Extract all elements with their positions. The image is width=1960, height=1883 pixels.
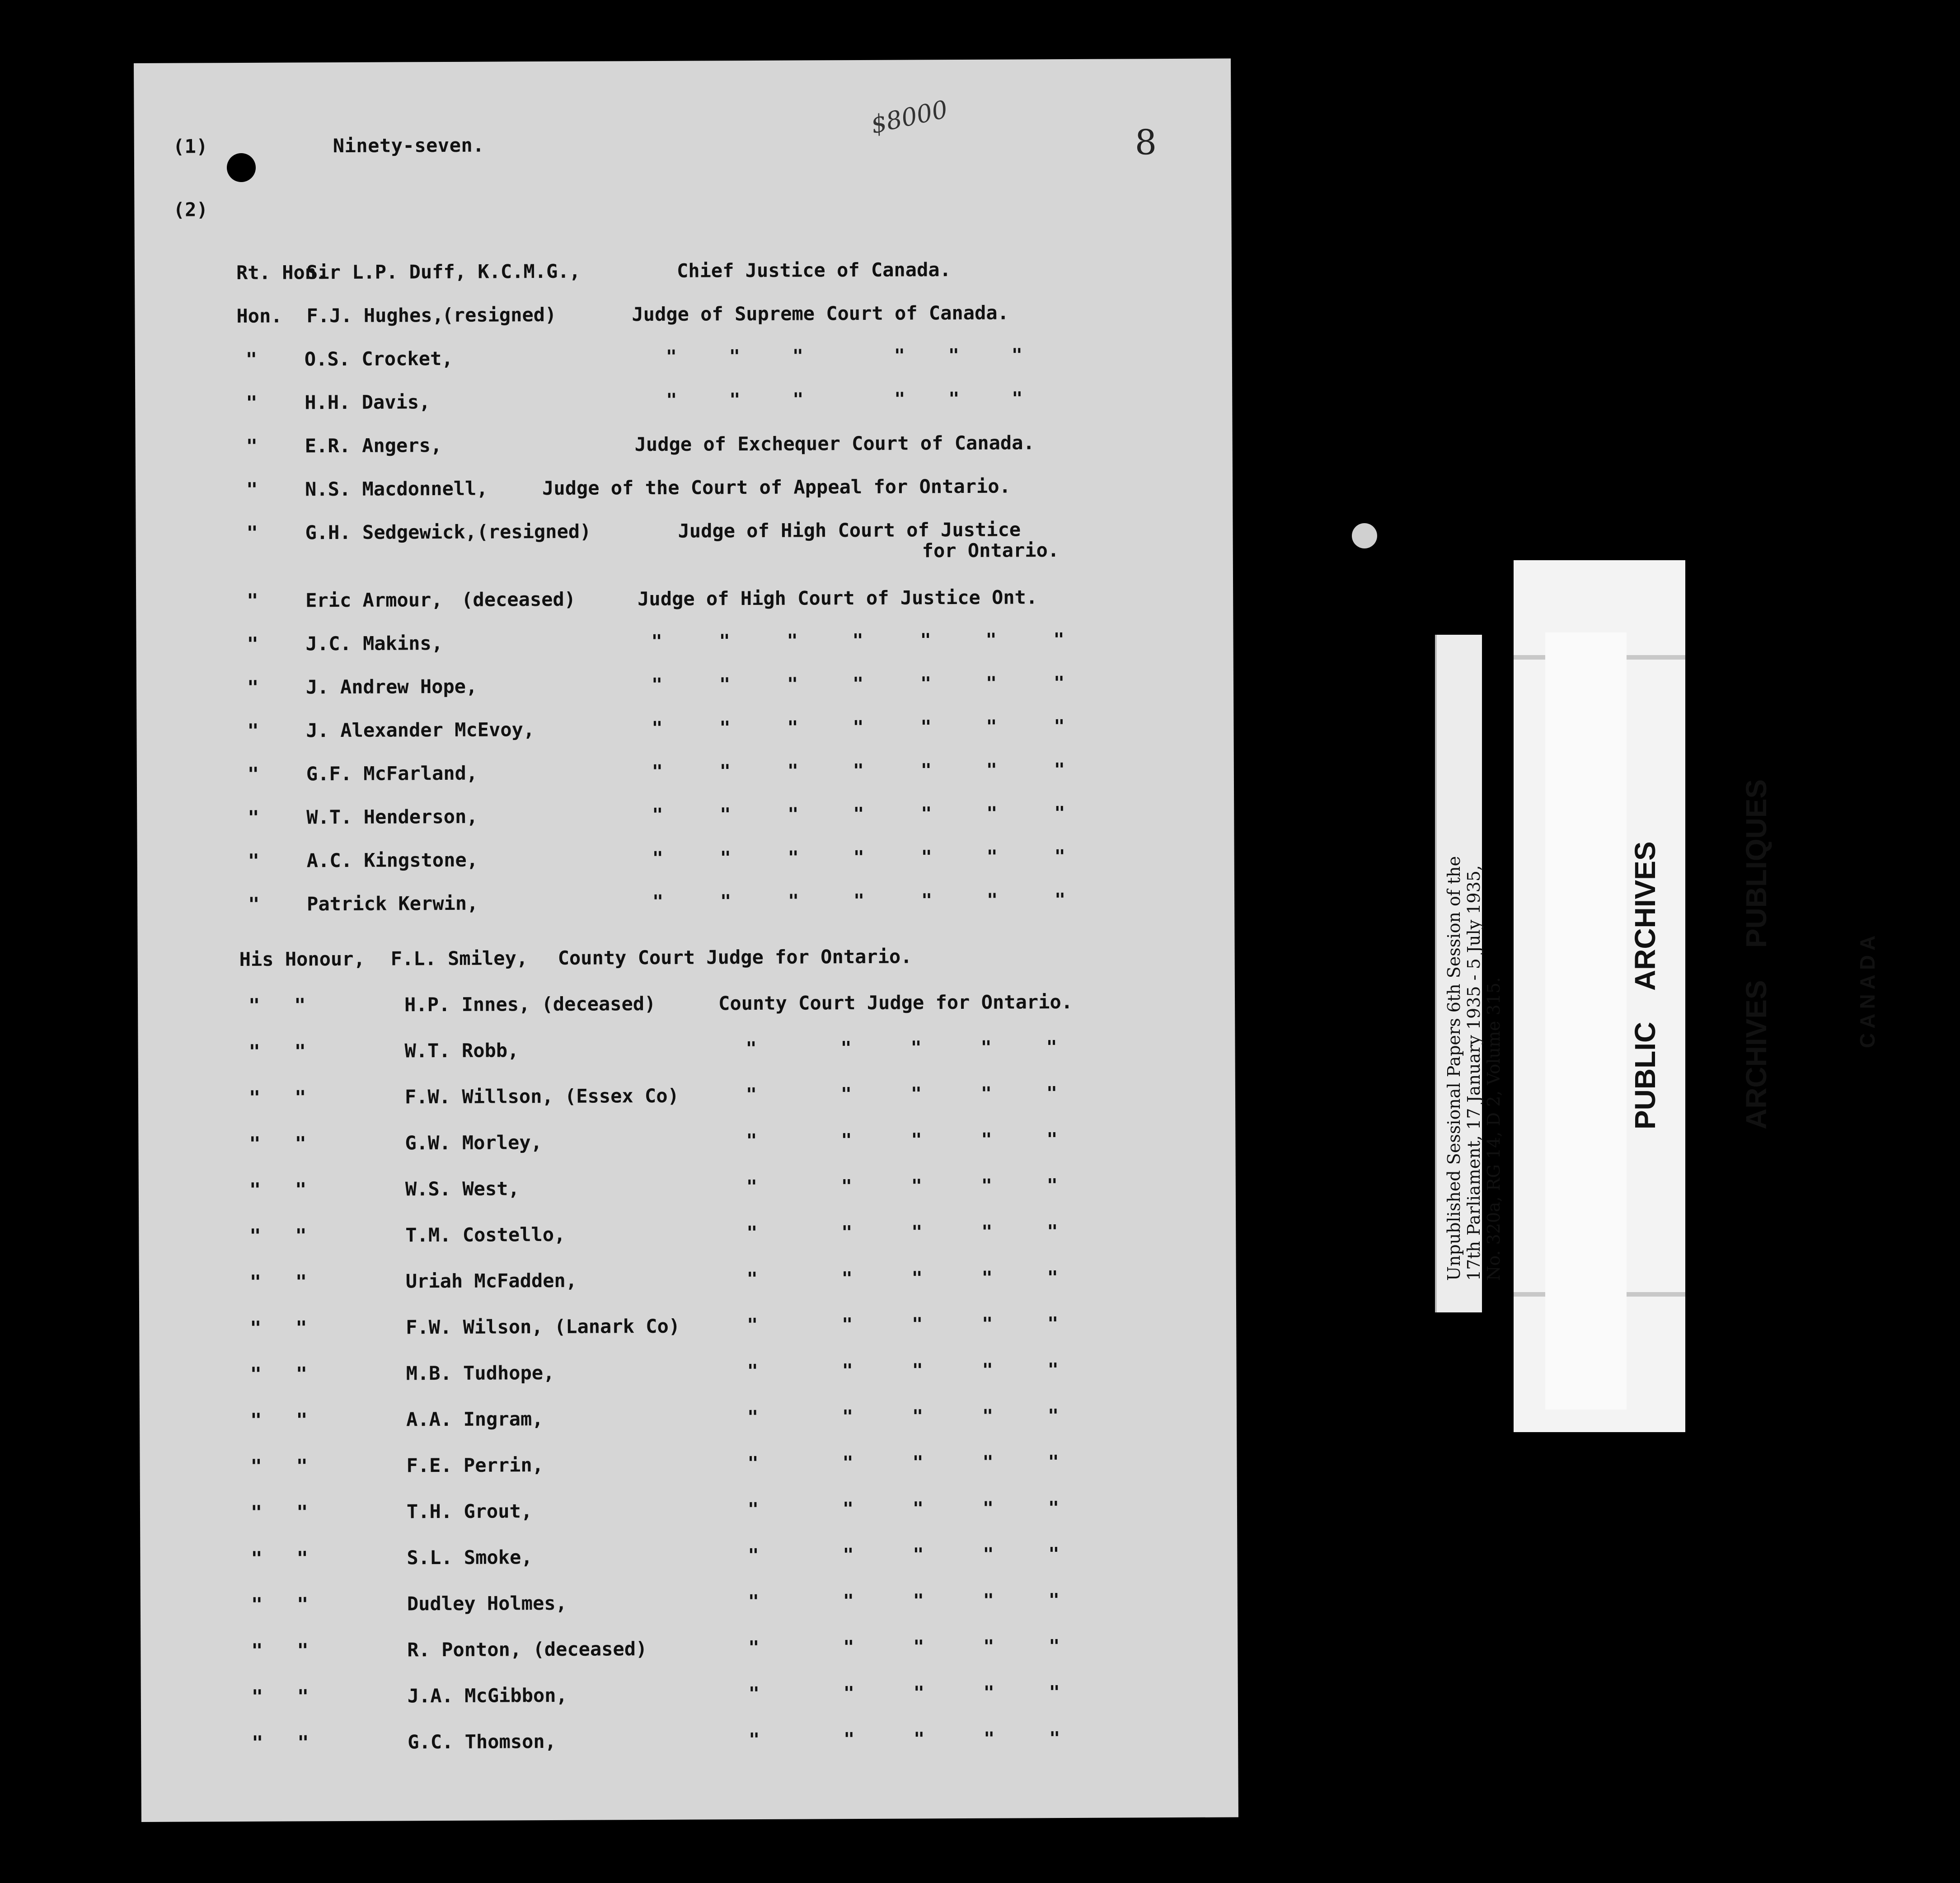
entry-office: Judge of Supreme Court of Canada. [632, 301, 1009, 326]
ditto-mark: " [920, 717, 932, 738]
ditto-mark: " [841, 1176, 853, 1197]
judge-entry [136, 715, 1233, 747]
ditto-mark: " [788, 847, 799, 868]
ditto-mark: " [911, 1222, 923, 1243]
handwritten-note: $8000 [868, 95, 951, 140]
ditto-mark: " [911, 1268, 923, 1289]
ditto-mark: " [747, 1314, 758, 1336]
ditto-mark: " [911, 1176, 923, 1197]
entry-title: " [246, 478, 258, 501]
archive-stamp-line-1: PUBLIC ARCHIVES [1629, 841, 1661, 1129]
entry-name: Eric Armour, [305, 589, 443, 612]
ditto-mark: " [720, 848, 731, 869]
entry-name: Uriah McFadden, [405, 1269, 577, 1293]
entry-title: " " [250, 1316, 307, 1339]
ditto-mark: " [746, 1038, 757, 1059]
ditto-mark: " [651, 674, 663, 696]
ditto-mark: " [921, 890, 933, 911]
county-judge-entry [141, 1589, 1238, 1621]
ditto-mark: " [746, 1269, 758, 1290]
entry-title: " [246, 521, 258, 544]
ditto-mark: " [787, 717, 798, 738]
archive-stamp [1545, 632, 1879, 1410]
entry-name: J. Alexander McEvoy, [306, 718, 535, 742]
ditto-mark: " [843, 1683, 854, 1704]
archive-label-line-1: Unpublished Sessional Papers 6th Session of the [1444, 856, 1464, 1281]
judge-entry [135, 387, 1232, 419]
ditto-mark: " [841, 1268, 853, 1289]
entry-name: Patrick Kerwin, [307, 892, 478, 915]
ditto-mark: " [1054, 716, 1065, 737]
entry-title: " " [250, 1409, 308, 1431]
county-judge-entry [140, 1405, 1237, 1437]
ditto-mark: " [912, 1452, 924, 1473]
ditto-mark: " [982, 1359, 993, 1381]
entry-name: A.C. Kingstone, [306, 848, 478, 872]
ditto-mark: " [792, 389, 804, 410]
ditto-mark: " [921, 803, 932, 824]
ditto-mark: " [986, 846, 998, 867]
ditto-mark: " [920, 630, 931, 651]
ditto-mark: " [1053, 629, 1064, 651]
entry-title: " " [249, 1086, 306, 1109]
entry-office: Judge of the Court of Appeal for Ontario. [542, 475, 1011, 500]
county-judge-entry [139, 1312, 1236, 1344]
judge-entry [136, 517, 1233, 562]
ditto-mark: " [853, 717, 864, 738]
entry-name: F.W. Willson, (Essex Co) [404, 1084, 679, 1108]
ditto-mark: " [720, 804, 731, 825]
ditto-mark: " [746, 1084, 757, 1105]
ditto-mark: " [788, 804, 799, 825]
entry-title: " " [249, 1270, 307, 1293]
ditto-mark: " [1048, 1452, 1059, 1473]
archive-box-spine [1514, 560, 1879, 1432]
judge-entry [136, 585, 1233, 617]
county-judge-entry [141, 1727, 1238, 1759]
judge-entry [137, 845, 1234, 877]
ditto-mark: " [842, 1360, 853, 1382]
entry-title: " " [249, 1132, 306, 1155]
ditto-mark: " [842, 1406, 853, 1428]
entry-title: " [247, 632, 259, 655]
ditto-mark: " [1048, 1544, 1060, 1565]
ditto-mark: " [982, 1313, 993, 1335]
ditto-mark: " [912, 1360, 923, 1381]
entry-name: S.L. Smoke, [407, 1546, 533, 1569]
ditto-mark: " [913, 1544, 924, 1565]
ditto-mark: " [749, 1729, 760, 1751]
ditto-mark: " [719, 761, 731, 782]
entry-name: G.C. Thomson, [408, 1730, 557, 1753]
judge-entry [135, 257, 1232, 289]
entry-name: W.T. Robb, [404, 1039, 519, 1062]
ditto-mark: " [719, 717, 731, 739]
judge-entry [135, 344, 1232, 376]
ditto-mark: " [894, 345, 905, 366]
ditto-mark: " [652, 891, 664, 913]
ditto-mark: " [981, 1175, 993, 1196]
county-judge-entry [139, 1266, 1236, 1298]
ditto-mark: " [948, 389, 960, 410]
ditto-mark: " [787, 760, 799, 782]
ditto-mark: " [1049, 1682, 1060, 1703]
ditto-mark: " [1054, 846, 1065, 867]
ditto-mark: " [986, 716, 997, 737]
ditto-mark: " [844, 1729, 855, 1750]
ditto-mark: " [911, 1129, 922, 1151]
ditto-mark: " [913, 1590, 924, 1611]
county-judge-entry [141, 1681, 1238, 1713]
ditto-mark: " [748, 1545, 759, 1566]
ditto-mark: " [787, 630, 798, 651]
entry-office: County Court Judge for Ontario. [558, 945, 912, 969]
ditto-mark: " [1012, 388, 1023, 409]
archive-stamp-line-3: CANADA [1856, 931, 1879, 1048]
entry-title: " " [251, 1685, 309, 1708]
entry-office: Judge of Exchequer Court of Canada. [634, 431, 1035, 456]
ditto-mark: " [747, 1452, 759, 1474]
entry-title: " " [252, 1731, 309, 1754]
ditto-mark: " [748, 1683, 760, 1705]
entry-name: E.R. Angers, [305, 434, 442, 457]
entry-name: F.J. Hughes, [306, 304, 444, 327]
ditto-mark: " [843, 1637, 854, 1658]
ditto-mark: " [1011, 345, 1023, 366]
ditto-mark: " [1047, 1359, 1059, 1381]
ditto-mark: " [1047, 1267, 1058, 1288]
judge-entry [136, 474, 1233, 506]
ditto-mark: " [748, 1591, 760, 1612]
archive-label-line-2: 17th Parliament, 17 January 1935 - 5 July 1935, [1464, 865, 1484, 1281]
county-judge-entry [140, 1451, 1237, 1483]
judge-entry [137, 802, 1234, 834]
ditto-mark: " [843, 1545, 854, 1566]
ditto-mark: " [720, 891, 731, 912]
ditto-mark: " [841, 1130, 852, 1151]
ditto-mark: " [747, 1360, 758, 1382]
ditto-mark: " [985, 673, 997, 694]
ditto-mark: " [981, 1129, 992, 1150]
entry-office: County Court Judge for Ontario. [718, 990, 1073, 1015]
ditto-mark: " [982, 1498, 994, 1519]
entry-title: " " [249, 1040, 306, 1063]
ditto-mark: " [910, 1037, 922, 1059]
entry-name: R. Ponton, (deceased) [407, 1638, 647, 1661]
ditto-mark: " [792, 346, 804, 367]
county-judge-entry [138, 1082, 1235, 1114]
entry-title: " " [248, 994, 306, 1016]
ditto-mark: " [1046, 1037, 1057, 1058]
archive-label-line-3: No. 320a, RG 14, D 2, Volume 315. [1484, 977, 1504, 1281]
ditto-mark: " [841, 1222, 853, 1243]
entry-name: F.W. Wilson, (Lanark Co) [406, 1315, 680, 1339]
ditto-mark: " [666, 389, 677, 411]
ditto-mark: " [980, 1083, 992, 1104]
punch-hole [227, 153, 256, 182]
ditto-mark: " [1047, 1405, 1059, 1427]
entry-title: " " [249, 1224, 307, 1247]
ditto-mark: " [921, 847, 932, 868]
county-judge-entry [140, 1497, 1237, 1529]
section-number: (2) [173, 198, 208, 221]
ditto-mark: " [986, 759, 998, 781]
entry-name: T.H. Grout, [406, 1500, 533, 1523]
document-page [134, 58, 1238, 1822]
county-judge-entry [138, 1036, 1235, 1068]
archive-stamp-line-2: ARCHIVES PUBLIQUES [1740, 779, 1772, 1129]
entry-title: " [246, 435, 258, 457]
archive-label-text [1444, 856, 1504, 1281]
ditto-mark: " [652, 761, 663, 782]
entry-title: Rt. Hon. [236, 261, 328, 284]
heading: Ninety-seven. [333, 134, 485, 157]
county-judge-entry [138, 1128, 1235, 1160]
entry-title: " [247, 719, 259, 742]
page-number: 8 [1135, 122, 1157, 163]
county-judge-entry [138, 990, 1235, 1022]
ditto-mark: " [982, 1405, 994, 1427]
entry-name: J.C. Makins, [305, 632, 443, 655]
ditto-mark: " [853, 890, 865, 912]
archive-stamp-text [1552, 779, 1960, 1129]
entry-title: " [247, 589, 258, 612]
ditto-mark: " [746, 1176, 758, 1198]
ditto-mark: " [980, 1037, 992, 1058]
ditto-mark: " [787, 674, 798, 695]
entry-title: " " [251, 1547, 308, 1569]
ditto-mark: " [1049, 1728, 1060, 1749]
entry-office-line-2: for Ontario. [922, 539, 1060, 562]
ditto-mark: " [913, 1636, 924, 1658]
ditto-mark: " [981, 1221, 993, 1242]
county-judge-entry [139, 1174, 1236, 1206]
ditto-mark: " [746, 1130, 757, 1152]
ditto-mark: " [1046, 1083, 1058, 1104]
entry-title: " [247, 763, 259, 785]
judge-entry [137, 889, 1234, 921]
ditto-mark: " [1053, 673, 1065, 694]
ditto-mark: " [852, 630, 863, 651]
ditto-mark: " [986, 803, 998, 824]
county-judge-entry [140, 1358, 1237, 1391]
entry-name: M.B. Tudhope, [406, 1361, 555, 1385]
entry-note: (deceased) [461, 588, 576, 611]
ditto-mark: " [852, 673, 864, 695]
entry-title: " [246, 391, 258, 414]
entry-title: His Honour, [239, 947, 365, 970]
ditto-mark: " [651, 631, 662, 652]
entry-title: " [248, 806, 259, 829]
ditto-mark: " [920, 760, 932, 781]
entry-title: " " [251, 1639, 309, 1662]
ditto-mark: " [843, 1591, 854, 1612]
ditto-mark: " [853, 760, 864, 782]
entry-title: " " [250, 1455, 308, 1477]
judge-entry [136, 628, 1233, 660]
ditto-mark: " [1046, 1129, 1058, 1150]
ditto-mark: " [842, 1314, 853, 1335]
ditto-mark: " [1055, 890, 1066, 911]
entry-office: Chief Justice of Canada. [676, 258, 951, 282]
entry-name: O.S. Crocket, [304, 347, 453, 370]
ditto-mark: " [1049, 1636, 1060, 1657]
ditto-mark: " [1047, 1221, 1058, 1242]
entry-title: " [245, 348, 258, 370]
judge-entry [136, 672, 1233, 704]
ditto-mark: " [853, 803, 864, 825]
entry-name: W.T. Henderson, [306, 805, 478, 829]
entry-name: Dudley Holmes, [407, 1592, 567, 1615]
ditto-mark: " [747, 1499, 759, 1520]
ditto-mark: " [920, 673, 932, 694]
entry-name: J. Andrew Hope, [305, 675, 478, 698]
ditto-mark: " [853, 847, 864, 868]
ditto-mark: " [894, 389, 905, 410]
county-judge-entry [139, 1220, 1236, 1252]
entry-name: H.H. Davis, [305, 391, 431, 414]
county-judge-entry [138, 944, 1235, 976]
judge-entry [137, 759, 1234, 791]
entry-name: G.W. Morley, [405, 1131, 542, 1154]
heading-number: (1) [173, 135, 208, 158]
ditto-mark: " [984, 1728, 995, 1749]
entry-name: T.M. Costello, [405, 1223, 566, 1246]
entry-name: N.S. Macdonnell, [305, 477, 488, 501]
entry-name: F.L. Smiley, [390, 947, 528, 970]
ditto-mark: " [983, 1590, 994, 1611]
ditto-mark: " [842, 1452, 853, 1474]
judge-entry [136, 431, 1233, 463]
ditto-mark: " [1054, 803, 1065, 824]
entry-name: H.P. Innes, (deceased) [404, 992, 656, 1016]
entry-title: " " [249, 1178, 307, 1201]
ditto-mark: " [719, 631, 730, 652]
entry-note: (resigned) [477, 520, 591, 543]
ditto-mark: " [910, 1083, 922, 1105]
ditto-mark: " [652, 804, 663, 826]
ditto-mark: " [729, 346, 741, 367]
ditto-mark: " [948, 345, 960, 366]
ditto-mark: " [912, 1498, 924, 1519]
entry-name: Sir L.P. Duff, K.C.M.G., [306, 260, 581, 284]
entry-title: " " [250, 1501, 308, 1523]
entry-name: G.H. Sedgewick, [305, 520, 477, 544]
mount-dot [1352, 523, 1377, 548]
ditto-mark: " [652, 717, 663, 739]
ditto-mark: " [788, 890, 799, 912]
ditto-mark: " [982, 1452, 994, 1473]
ditto-mark: " [985, 629, 997, 651]
ditto-mark: " [1048, 1498, 1060, 1519]
ditto-mark: " [652, 848, 663, 869]
ditto-mark: " [913, 1682, 924, 1704]
entry-office: Judge of High Court of Justice Ont. [638, 586, 1038, 610]
ditto-mark: " [987, 890, 998, 911]
entry-title: " " [250, 1363, 308, 1385]
entry-name: W.S. West, [405, 1177, 520, 1200]
entry-office: Judge of High Court of Justice [678, 518, 1021, 542]
ditto-mark: " [912, 1406, 924, 1427]
ditto-mark: " [748, 1637, 760, 1658]
ditto-mark: " [666, 346, 677, 367]
ditto-mark: " [1054, 759, 1065, 781]
entry-name: F.E. Perrin, [406, 1454, 544, 1477]
entry-name: G.F. McFarland, [306, 762, 478, 785]
ditto-mark: " [747, 1406, 759, 1428]
judge-entry [135, 300, 1232, 333]
ditto-mark: " [912, 1314, 923, 1335]
archive-label-card [1435, 635, 1504, 1312]
ditto-mark: " [840, 1084, 852, 1105]
ditto-mark: " [1047, 1313, 1059, 1335]
entry-title: Hon. [236, 304, 282, 328]
entry-title: " [247, 676, 259, 698]
entry-name: A.A. Ingram, [406, 1408, 544, 1431]
entry-name: J.A. McGibbon, [407, 1684, 567, 1707]
entry-title: " [248, 849, 260, 872]
ditto-mark: " [914, 1728, 925, 1750]
entry-title: " [248, 893, 260, 915]
county-judge-entry [141, 1635, 1238, 1667]
ditto-mark: " [1048, 1590, 1060, 1611]
entry-note: (resigned) [442, 303, 557, 327]
county-judge-entry [140, 1543, 1237, 1575]
ditto-mark: " [729, 389, 741, 411]
ditto-mark: " [840, 1038, 852, 1059]
ditto-mark: " [983, 1636, 994, 1657]
ditto-mark: " [983, 1544, 994, 1565]
ditto-mark: " [719, 674, 731, 695]
ditto-mark: " [1046, 1175, 1058, 1196]
ditto-mark: " [746, 1223, 758, 1244]
entry-title: " " [251, 1593, 309, 1616]
ditto-mark: " [842, 1499, 854, 1520]
ditto-mark: " [981, 1267, 993, 1288]
ditto-mark: " [983, 1682, 994, 1703]
